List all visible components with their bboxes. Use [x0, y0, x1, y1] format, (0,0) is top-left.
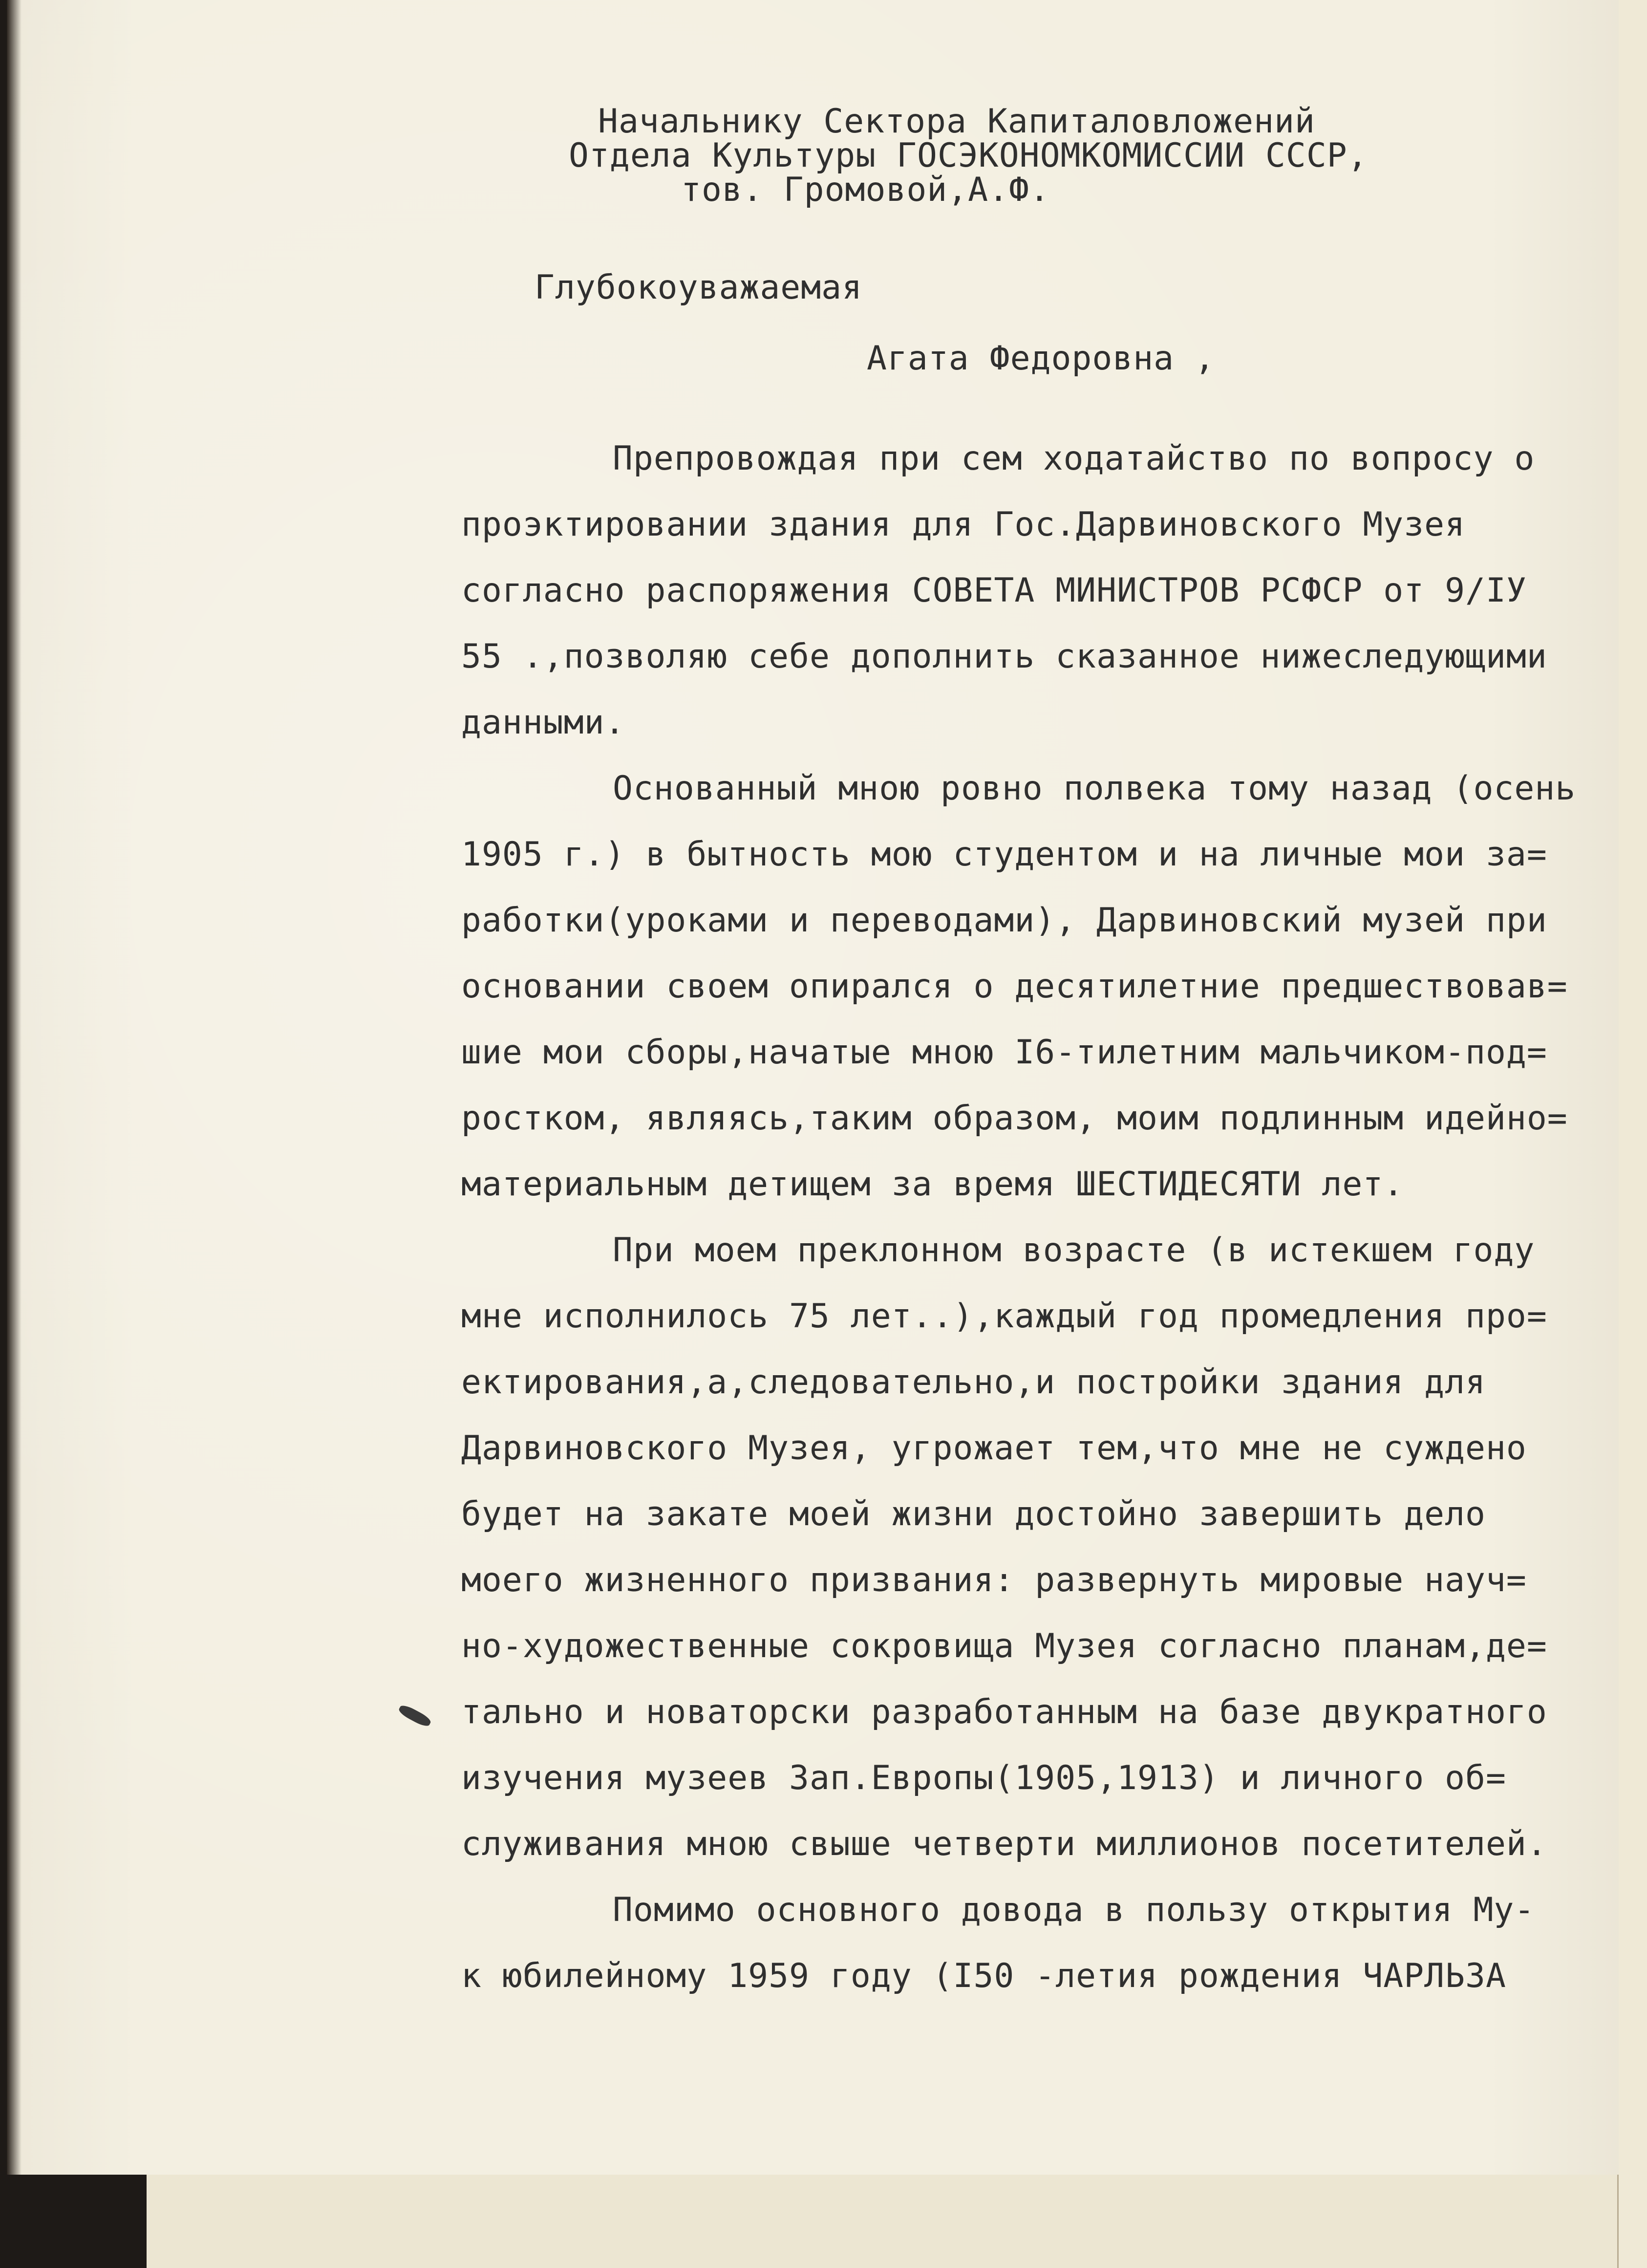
salutation-line-2: Агата Федоровна , [867, 339, 1215, 378]
body-line: изучения музеев Зап.Европы(1905,1913) и личного об= [461, 1759, 1506, 1797]
body-line: материальным детищем за время ШЕСТИДЕСЯТИ лет. [461, 1165, 1404, 1204]
body-line: будет на закате моей жизни достойно завершить дело [461, 1495, 1486, 1534]
body-line: но-художественные сокровища Музея согласно планам,де= [461, 1627, 1547, 1665]
body-line: к юбилейному 1959 году (I50 -летия рождения ЧАРЛЬЗА [461, 1957, 1506, 1995]
addressee-line-1: Начальнику Сектора Капиталовложений [598, 102, 1315, 141]
body-line: Дарвиновского Музея, угрожает тем,что мне не суждено [461, 1429, 1527, 1468]
salutation-line-1: Глубокоуважаемая [535, 268, 863, 307]
body-line: служивания мною свыше четверти миллионов посетителей. [461, 1825, 1547, 1863]
body-line: данными. [461, 703, 625, 742]
body-line: 55 .,позволяю себе дополнить сказанное нижеследующими [461, 637, 1547, 676]
body-line: 1905 г.) в бытность мою студентом и на личные мои за= [461, 835, 1547, 874]
body-line: тально и новаторски разработанным на базе двукратного [461, 1693, 1547, 1731]
page-edge-shadow [7, 0, 21, 2175]
body-line: работки(уроками и переводами), Дарвиновский музей при [461, 901, 1547, 940]
body-line: Основанный мною ровно полвека тому назад (осень [613, 769, 1576, 808]
body-line: При моем преклонном возрасте (в истекшем году [613, 1231, 1535, 1270]
body-line: основании своем опирался о десятилетние предшествовав= [461, 967, 1568, 1006]
adjacent-page-edge [1617, 0, 1647, 2268]
body-line: ростком, являясь,таким образом, моим подлинным идейно= [461, 1099, 1568, 1138]
body-line: проэктировании здания для Гос.Дарвиновского Музея [461, 505, 1466, 544]
body-line: моего жизненного призвания: развернуть мировые науч= [461, 1561, 1527, 1599]
margin-pen-mark [397, 1703, 432, 1728]
backing-sheet [147, 2160, 1647, 2268]
body-line: Помимо основного довода в пользу открытия Му- [613, 1891, 1535, 1929]
body-line: Препровождая при сем ходатайство по вопросу о [613, 439, 1535, 478]
body-line: шие мои сборы,начатые мною I6-тилетним мальчиком-под= [461, 1033, 1547, 1072]
body-line: ектирования,а,следовательно,и постройки здания для [461, 1363, 1486, 1402]
addressee-line-2: Отдела Культуры ГОСЭКОНОМКОМИССИИ СССР, [569, 136, 1368, 175]
letter-page [7, 0, 1619, 2175]
body-line: мне исполнилось 75 лет..),каждый год промедления про= [461, 1297, 1547, 1336]
body-line: согласно распоряжения СОВЕТА МИНИСТРОВ РСФСР от 9/IУ [461, 571, 1527, 610]
addressee-line-3: тов. Громовой,А.Ф. [681, 171, 1050, 209]
